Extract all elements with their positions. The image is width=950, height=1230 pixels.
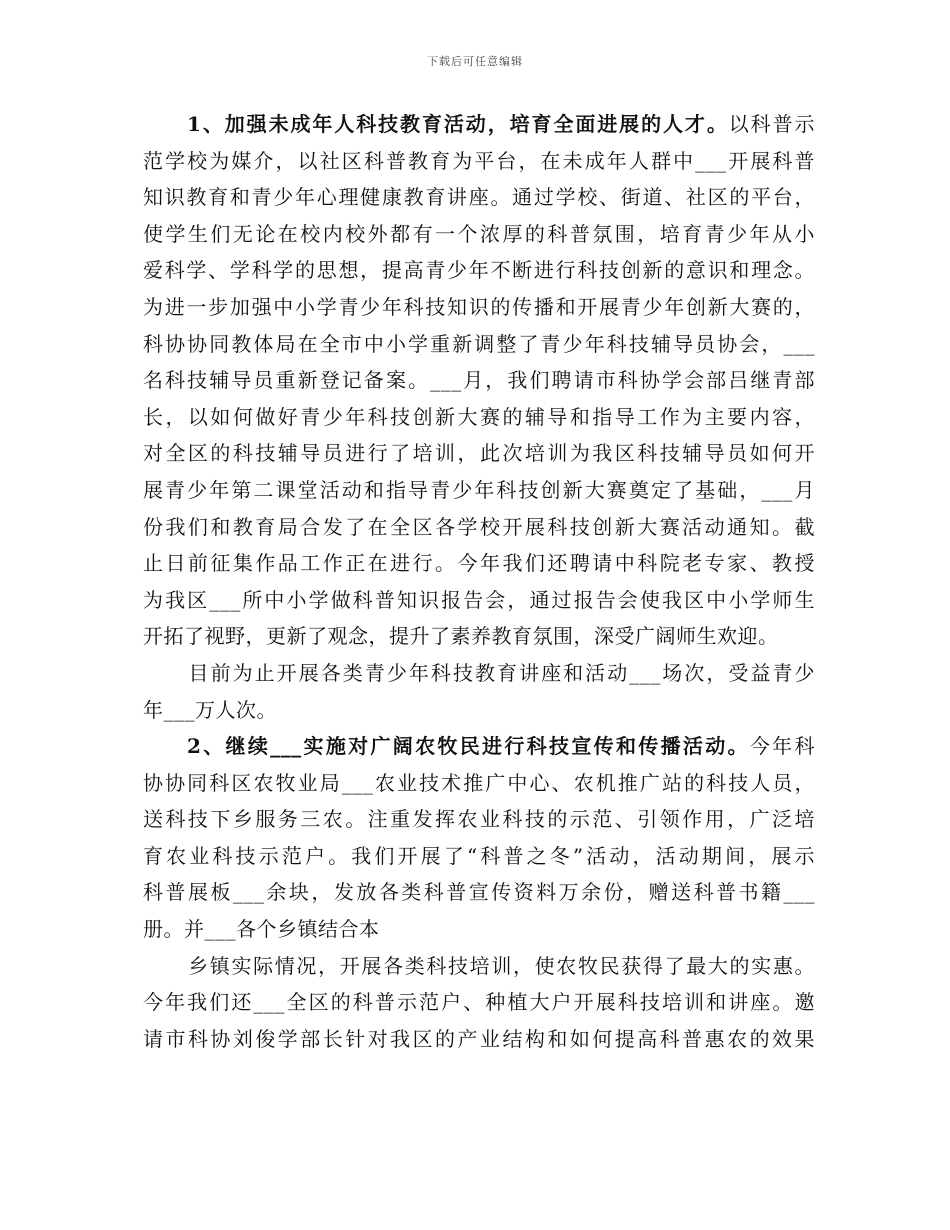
page-header: 下载后可任意编辑 (427, 55, 523, 68)
text-line (143, 911, 815, 948)
line-text: 请市科协刘俊学部长针对我区的产业结构和如何提高科普惠农的效果 (143, 1026, 815, 1051)
line-text: 对全区的科技辅导员进行了培训，此次培训为我区科技辅导员如何开 (143, 441, 815, 466)
line-text: 乡镇实际情况，开展各类科技培训，使农牧民获得了最大的实惠。 (187, 953, 815, 978)
line-text: 使学生们无论在校内校外都有一个浓厚的科普氛围，培育青少年从小 (143, 221, 815, 246)
text-line (143, 838, 815, 875)
text-line (143, 874, 815, 911)
line-text: 止日前征集作品工作正在进行。今年我们还聘请中科院老专家、教授 (143, 551, 815, 576)
paragraph (143, 728, 815, 948)
text-line (143, 545, 815, 582)
text-line (143, 143, 815, 180)
line-text: 范学校为媒介，以社区科普教育为平台，在未成年人群中___开展科普 (143, 148, 815, 173)
line-text: 名科技辅导员重新登记备案。___月，我们聘请市科协学会部吕继青部 (143, 368, 815, 393)
text-line (143, 362, 815, 399)
line-text: 以科普示 (728, 112, 816, 136)
text-line (143, 289, 815, 326)
line-text: 协协同科区农牧业局___农业技术推广中心、农机推广站的科技人员， (143, 770, 815, 795)
text-line (143, 509, 815, 546)
text-line (143, 801, 815, 838)
line-text: 今年科 (749, 734, 815, 759)
line-text: 育农业科技示范户。我们开展了“科普之冬”活动，活动期间，展示 (143, 843, 815, 868)
line-text: 年___万人次。 (143, 697, 277, 722)
text-line (143, 765, 815, 802)
paragraph (143, 655, 815, 728)
text-line (143, 252, 815, 289)
line-text: 送科技下乡服务三农。注重发挥农业科技的示范、引领作用，广泛培 (143, 807, 815, 832)
text-line (143, 435, 815, 472)
line-text: 开拓了视野，更新了观念，提升了素养教育氛围，深受广阔师生欢迎。 (143, 624, 779, 649)
paragraph (143, 106, 815, 655)
text-line (143, 179, 815, 216)
text-line (143, 326, 815, 363)
text-line (143, 399, 815, 436)
line-text: 为进一步加强中小学青少年科技知识的传播和开展青少年创新大赛的， (143, 294, 815, 319)
text-line (143, 472, 815, 509)
line-text: 份我们和教育局合发了在全区各学校开展科技创新大赛活动通知。截 (143, 514, 815, 539)
text-line (143, 728, 815, 765)
text-line (143, 984, 815, 1021)
text-line (143, 618, 815, 655)
line-text: 爱科学、学科学的思想，提高青少年不断进行科技创新的意识和理念。 (143, 258, 815, 283)
section-heading: 1、加强未成年人科技教育活动，培育全面进展的人才。 (187, 112, 729, 136)
line-text: 册。并___各个乡镇结合本 (143, 917, 380, 942)
text-line (143, 106, 815, 143)
line-text: 为我区___所中小学做科普知识报告会，通过报告会使我区中小学师生 (143, 587, 815, 612)
line-text: 知识教育和青少年心理健康教育讲座。通过学校、街道、社区的平台， (143, 185, 815, 210)
document-body (143, 106, 815, 1057)
paragraph (143, 948, 815, 1058)
line-text: 科普展板___余块，发放各类科普宣传资料万余份，赠送科普书籍___ (143, 880, 815, 905)
line-text: 目前为止开展各类青少年科技教育讲座和活动___场次，受益青少 (187, 660, 815, 685)
text-line (143, 582, 815, 619)
text-line (143, 655, 815, 692)
text-line (143, 1021, 815, 1058)
text-line (143, 216, 815, 253)
section-heading: 2、继续___实施对广阔农牧民进行科技宣传和传播活动。 (187, 734, 750, 759)
text-line (143, 948, 815, 985)
line-text: 长，以如何做好青少年科技创新大赛的辅导和指导工作为主要内容， (143, 404, 815, 429)
line-text: 今年我们还___全区的科普示范户、种植大户开展科技培训和讲座。邀 (143, 990, 815, 1015)
line-text: 展青少年第二课堂活动和指导青少年科技创新大赛奠定了基础，___月 (143, 477, 815, 502)
line-text: 科协协同教体局在全市中小学重新调整了青少年科技辅导员协会，___ (143, 331, 815, 356)
text-line (143, 692, 815, 729)
